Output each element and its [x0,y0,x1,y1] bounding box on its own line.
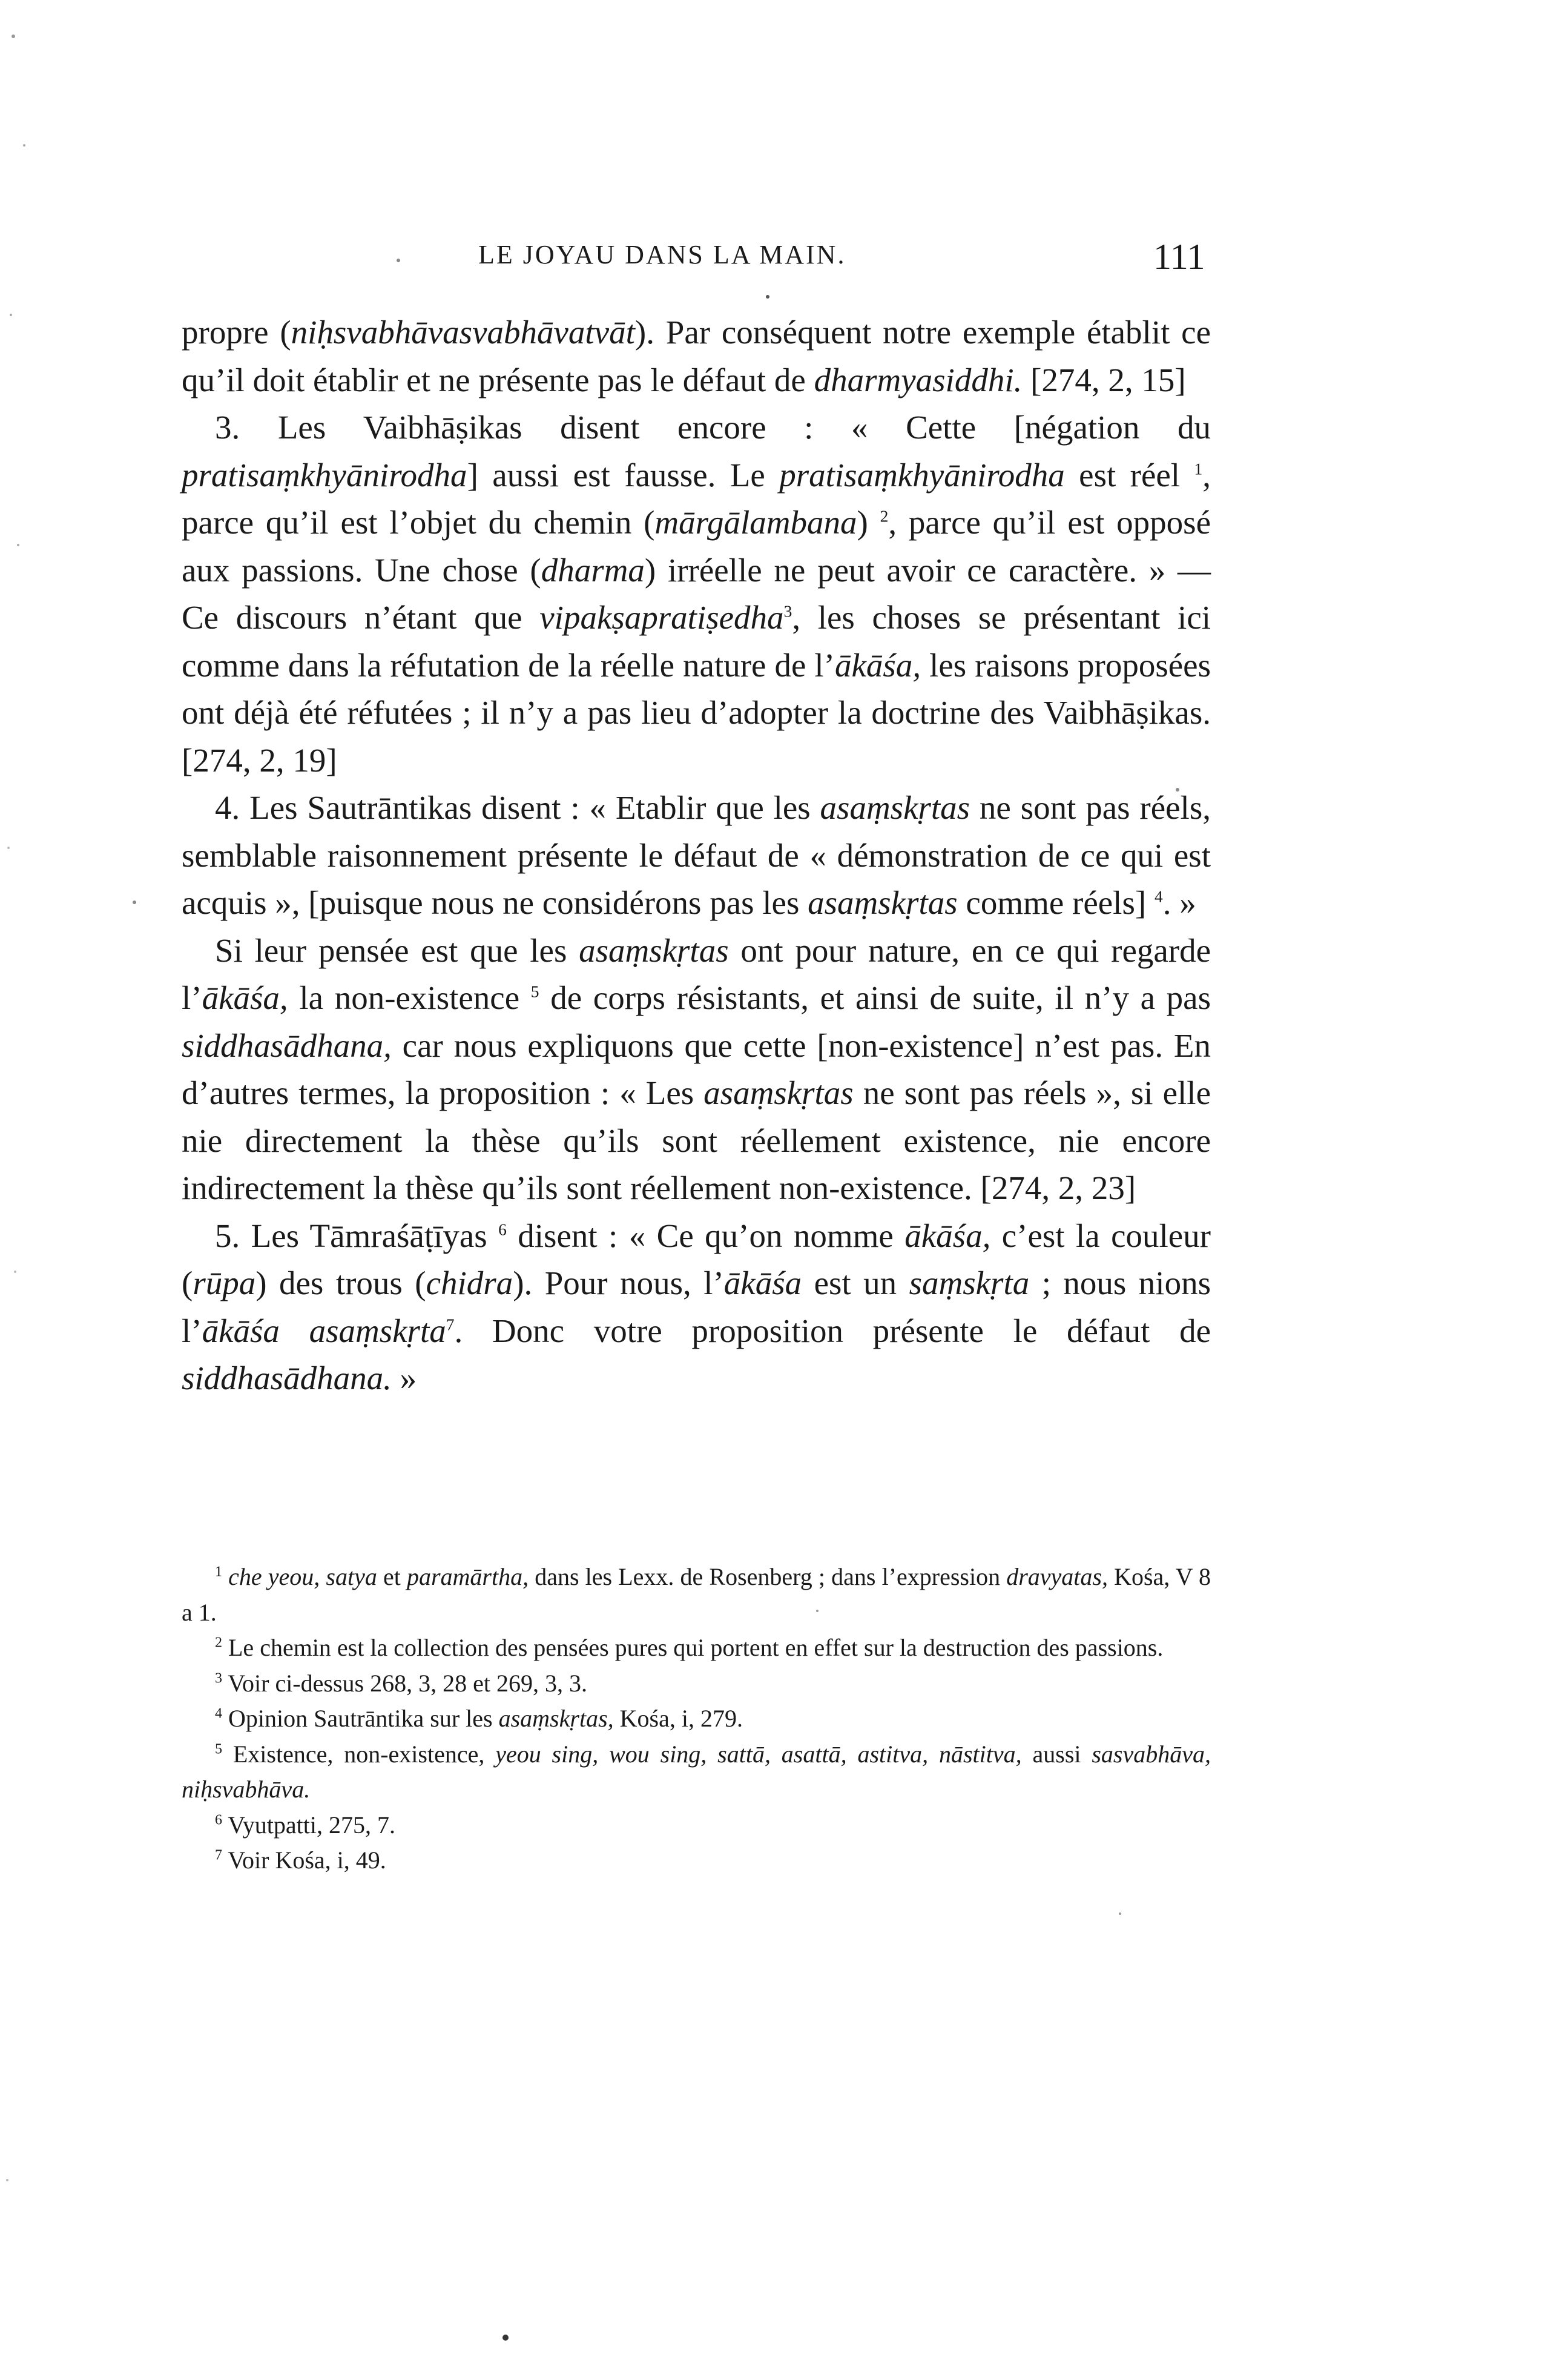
page-number: 111 [1153,237,1205,277]
footnote-7: $^7$ Voir Kośa, i, 49. [215,1846,386,1874]
footnote-ref-2: 2 [880,506,889,526]
paragraph-3: 4. Les Sautrāntikas disent : « Etablir que les asaṃskṛtas ne sont pas réels, semblable raisonnement présente le défaut de « démonstration de ce qui est acquis », [puisque nous ne considérons pas les asaṃskṛtas comme réels] $^4$. » [182,789,1211,921]
footnote-1: $^1$ che yeou, satya et paramārtha, dans les Lexx. de Rosenberg ; dans l’expression dravyatas, Kośa, V 8 a 1. [182,1563,1211,1626]
paragraph-4: Si leur pensée est que les asaṃskṛtas ont pour nature, en ce qui regarde l’ākāśa, la non-existence $^5$ de corps résistants, et ainsi de suite, il n’y a pas siddhasādhana, car nous expliquons que cette [non-existence] n’est pas. En d’autres termes, la proposition : « Les asaṃskṛtas ne sont pas réels », si elle nie directement la thèse qu’ils sont réellement existence, nie encore indirectement la thèse qu’ils sont réellement non-existence. [274, 2, 23] [182,931,1211,1206]
paragraph-2: 3. Les Vaibhāṣikas disent encore : « Cette [négation du pratisaṃkhyānirodha] aussi est fausse. Le pratisaṃkhyānirodha est réel $^1$, parce qu’il est l’objet du chemin (mārgālambana) $^2$, parce qu’il est opposé aux passions. Une chose (dharma) irréelle ne peut avoir ce caractère. » — Ce discours n’étant que vipakṣapratiṣedha$^3$, les choses se présentant ici comme dans la réfutation de la réelle nature de l’ākāśa, les raisons proposées ont déjà été réfutées ; il n’y a pas lieu d’adopter la doctrine des Vaibhāṣikas. [274, 2, 19] [182,409,1211,779]
footnote-2: $^2$ Le chemin est la collection des pensées pures qui portent en effet sur la destruction des passions. [215,1634,1164,1661]
running-head: LE JOYAU DANS LA MAIN. [478,240,846,269]
footnote-3: $^3$ Voir ci-dessus 268, 3, 28 et 269, 3, 3. [215,1669,587,1697]
footnote-ref-5: 5 [530,982,539,1001]
footnote-ref-4: 4 [1154,887,1163,906]
footnotes [182,1559,1211,1879]
footnote-6: $^6$ Vyutpatti, 275, 7. [215,1811,395,1839]
footnote-4: $^4$ Opinion Sautrāntika sur les asaṃskṛtas, Kośa, i, 279. [215,1705,743,1732]
footnote-ref-6: 6 [498,1220,507,1239]
footnote-ref-7: 7 [446,1315,455,1334]
footnote-ref-1: 1 [1194,459,1203,478]
paragraph-5: 5. Les Tāmraśāṭīyas $^6$ disent : « Ce qu’on nomme ākāśa, c’est la couleur (rūpa) des trous (chidra). Pour nous, l’ākāśa est un saṃskṛta ; nous nions l’ākāśa asaṃskṛta$^7$. Donc votre proposition présente le défaut de siddhasādhana. » [182,1217,1211,1396]
footnote-ref-3: 3 [783,601,792,621]
body-text [182,309,1211,1403]
paragraph-1: propre (niḥsvabhāvasvabhāvatvāt). Par conséquent notre exemple établit ce qu’il doit établir et ne présente pas le défaut de dharmyasiddhi. [274, 2, 15] [182,314,1211,398]
footnote-5: $^5$ Existence, non-existence, yeou sing, wou sing, sattā, asattā, astitva, nāstitva, aussi sasvabhāva, niḥsvabhāva. [182,1740,1211,1803]
